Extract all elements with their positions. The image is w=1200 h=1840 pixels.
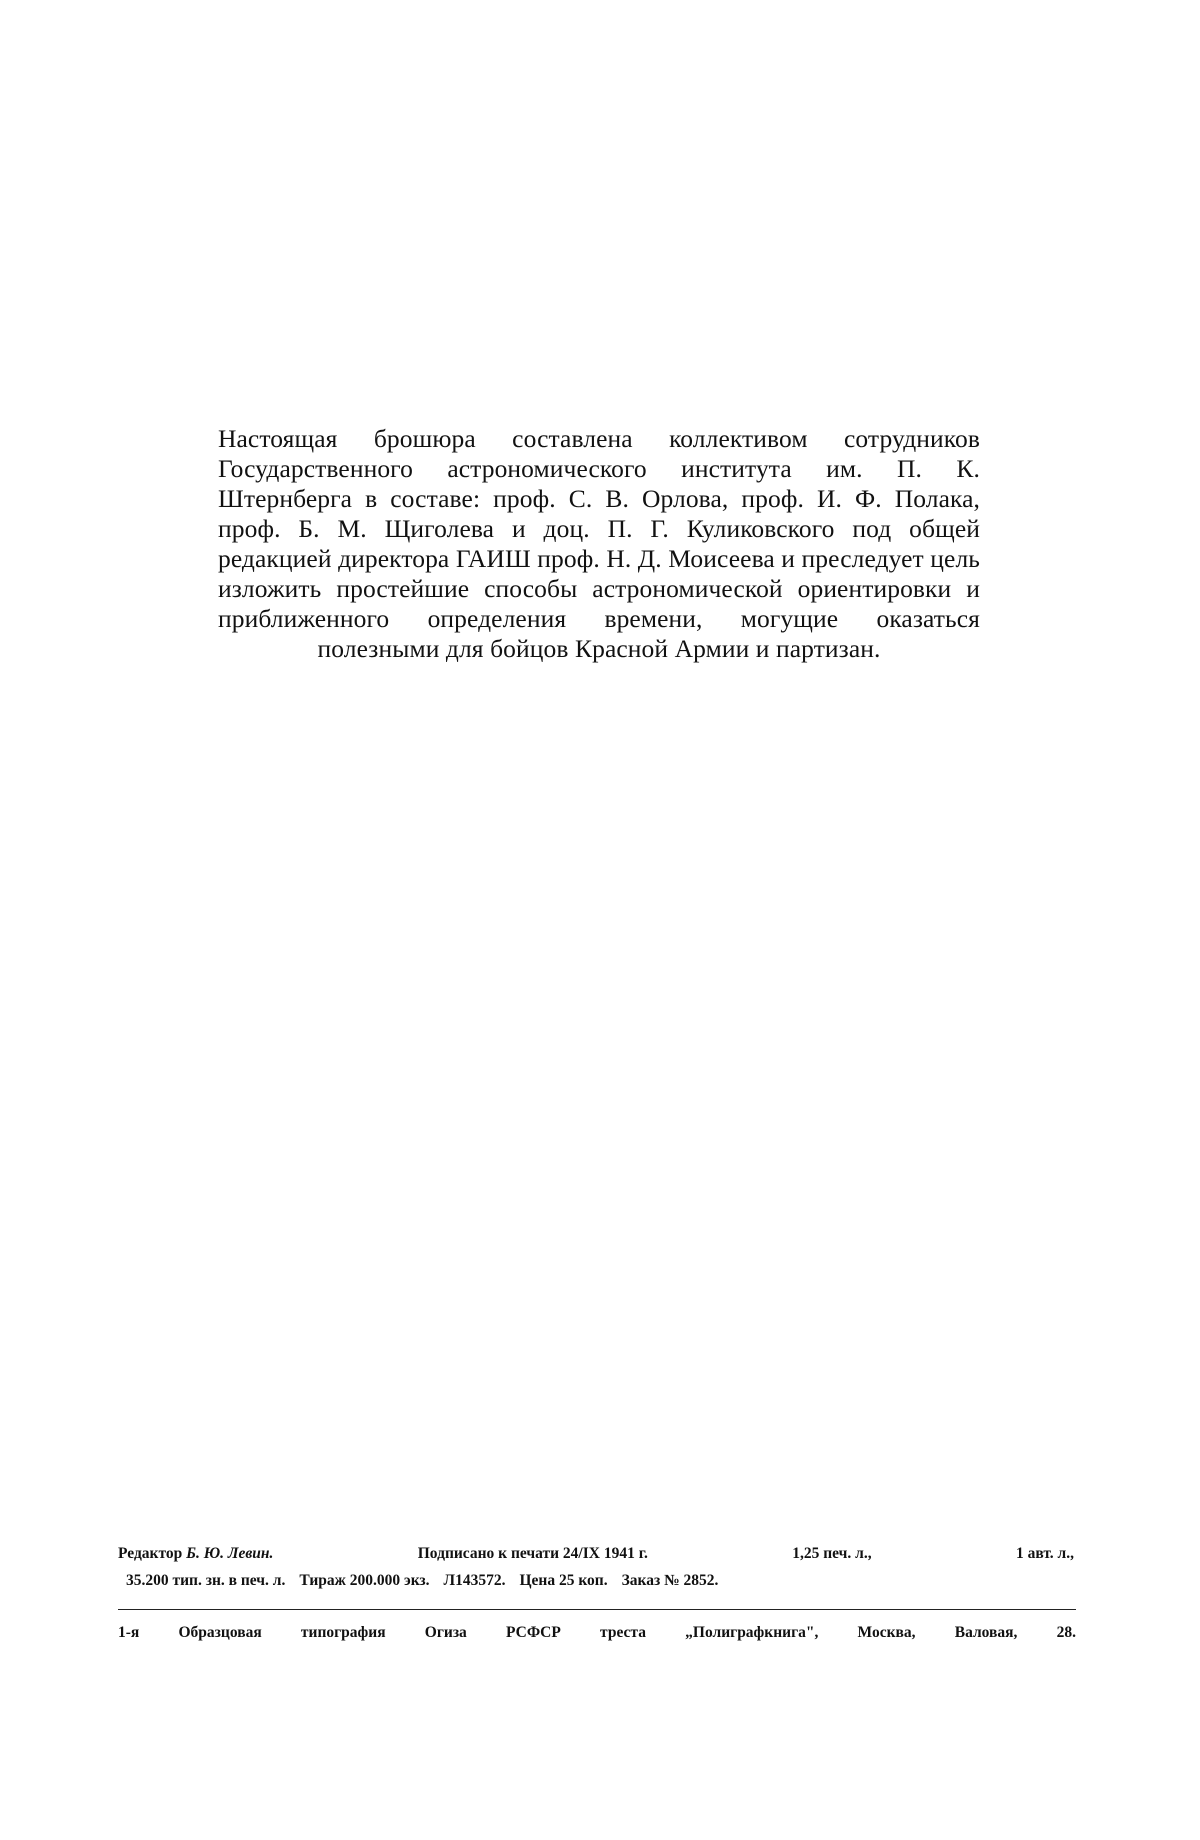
editor-credit bbox=[118, 1540, 273, 1567]
author-sheets: 1 авт. л., bbox=[1015, 1545, 1074, 1562]
printer-line: 1-я Образцовая типография Огиза РСФСР треста „Полиграфкнига", Москва, Валовая, 28. bbox=[118, 1624, 1076, 1641]
imprint-line-1 bbox=[118, 1540, 1074, 1567]
imprint-divider bbox=[118, 1609, 1076, 1610]
editor-label: Редактор bbox=[118, 1545, 183, 1562]
signed-to-print: Подписано к печати 24/IX 1941 г. bbox=[417, 1545, 648, 1562]
imprint-block bbox=[118, 1540, 1074, 1594]
intro-paragraph: Настоящая брошюра составлена коллективом сотрудников Государственного астрономического института им. П. К. Штернберга в составе: проф. С. В. Орлова, проф. И. Ф. Полака, проф. Б. М. Щиголева и доц. П. Г. Куликовского под общей редакцией директора ГАИШ проф. Н. Д. Моисеева и преследует цель изложить простейшие способы астрономической ориентировки и приближенного определения времени, могущие оказаться полезными для бойцов Красной Армии и партизан. bbox=[218, 424, 980, 663]
editor-name: Б. Ю. Левин. bbox=[186, 1545, 274, 1562]
characters-per-sheet: 35.200 тип. зн. в печ. л. bbox=[126, 1572, 286, 1589]
permit-number: Л143572. bbox=[443, 1572, 506, 1589]
order-number: Заказ № 2852. bbox=[621, 1572, 719, 1589]
imprint-line-2 bbox=[118, 1567, 1074, 1594]
price: Цена 25 коп. bbox=[519, 1572, 608, 1589]
printed-sheets: 1,25 печ. л., bbox=[792, 1545, 872, 1562]
print-run: Тираж 200.000 экз. bbox=[299, 1572, 430, 1589]
